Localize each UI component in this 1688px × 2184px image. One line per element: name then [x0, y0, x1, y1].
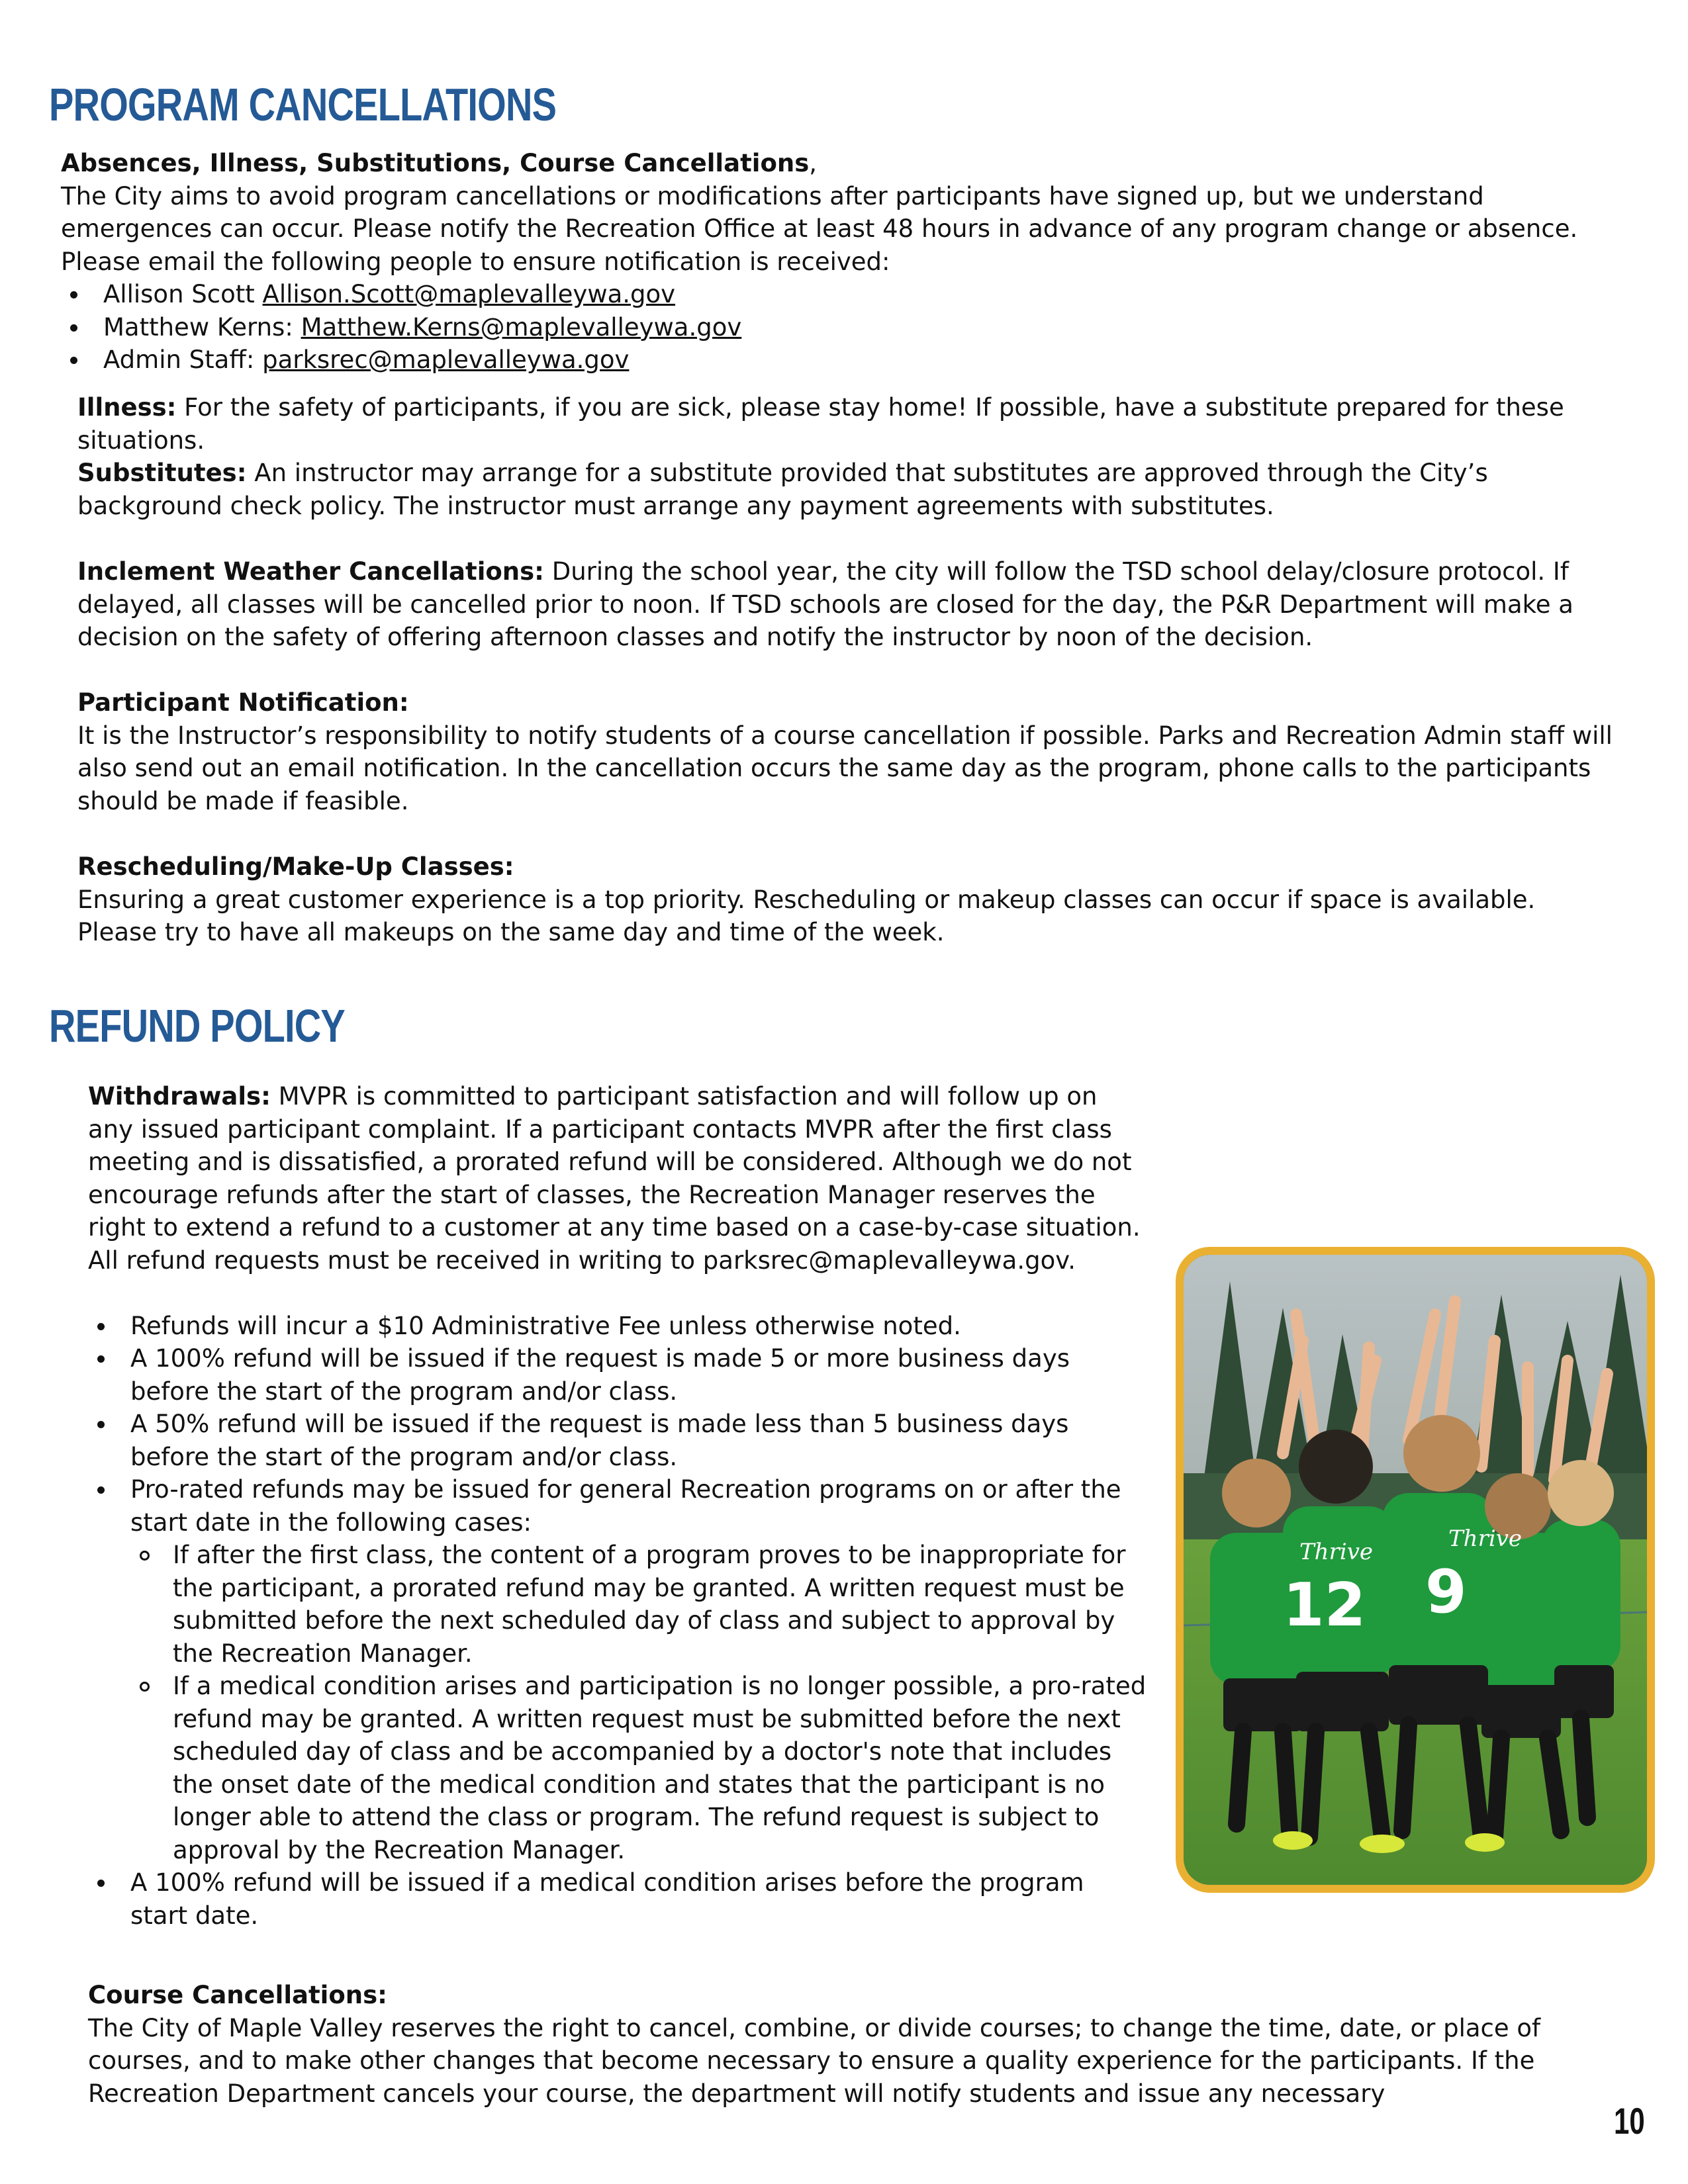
intro-text: The City aims to avoid program cancellations or modifications after participants have signed up, but we understand emergences can occur. Please notify the Recreation Office at least 48 hours in advance of any program change or absence. Please email the following people to ensure notification is received:: [61, 181, 1578, 276]
contact-label: Allison Scott: [103, 280, 263, 308]
intro-title: Absences, Illness, Substitutions, Course Cancellations: [61, 149, 810, 177]
rescheduling-title: Rescheduling/Make-Up Classes:: [77, 852, 514, 881]
refund-sub-bullet: If after the first class, the content of a program proves to be inappropriate for the participant, a prorated refund may be granted. A written request must be submitted before the next scheduled day of class and subject to approval by the Recreation Manager.: [130, 1539, 1147, 1670]
notification-text: It is the Instructor’s responsibility to notify students of a course cancellation if possible. Parks and Recreation Admin staff will also send out an email notification. In the cancellation occurs the same day as the program, phone calls to the participants should be made if feasible.: [77, 721, 1613, 815]
contact-email-link[interactable]: Allison.Scott@maplevalleywa.gov: [262, 280, 676, 308]
cancellations-intro: [61, 147, 1603, 377]
notification-paragraph: [77, 686, 1613, 817]
contact-item: [61, 311, 1603, 344]
rescheduling-text: Ensuring a great customer experience is a top priority. Rescheduling or makeup classes can occur if space is available. Please try to have all makeups on the same day and time of the week.: [77, 885, 1536, 946]
substitutes-title: Substitutes:: [77, 459, 247, 487]
intro-title-suffix: ,: [809, 149, 817, 177]
withdrawals-paragraph: [88, 1080, 1147, 1277]
refund-bullet: Refunds will incur a $10 Administrative Fee unless otherwise noted.: [88, 1310, 1147, 1343]
intro-title-line: [61, 147, 1603, 180]
refund-sub-bullet: If a medical condition arises and participation is no longer possible, a pro-rated refund may be granted. A written request must be submitted before the next scheduled day of class and be accompanied by a doctor's note that includes the onset date of the medical condition and states that the participant is no longer able to attend the class or program. The refund request is subject to approval by the Recreation Manager.: [130, 1670, 1147, 1866]
page-number: 10: [1614, 2100, 1645, 2142]
weather-text: During the school year, the city will follow the TSD school delay/closure protocol. If delayed, all classes will be cancelled prior to noon. If TSD schools are closed for the day, the P&R Department will make a decision on the safety of offering afternoon classes and notify the instructor by noon of the decision.: [77, 557, 1573, 651]
soccer-team-photo: [1176, 1247, 1655, 1893]
contact-label: Matthew Kerns:: [103, 312, 301, 341]
illness-paragraph: [77, 391, 1613, 457]
refund-policy-heading: REFUND POLICY: [49, 1000, 345, 1052]
substitutes-paragraph: [77, 457, 1613, 522]
jersey-brand-text: Thrive: [1299, 1539, 1374, 1565]
refund-bullet: A 100% refund will be issued if a medical condition arises before the program start date.: [88, 1866, 1147, 1932]
withdrawals-title: Withdrawals:: [88, 1082, 271, 1111]
contact-item: [61, 343, 1603, 377]
withdrawals-text: MVPR is committed to participant satisfaction and will follow up on any issued participant complaint. If a participant contacts MVPR after the first class meeting and is dissatisfied, a prorated refund will be considered. Although we do not encourage refunds after the start of classes, the Recreation Manager reserves the right to extend a refund to a customer at any time based on a case-by-case situation. All refund requests must be received in writing to parksrec@maplevalleywa.gov.: [88, 1082, 1141, 1275]
jersey-number: 12: [1283, 1570, 1366, 1640]
refund-bullet: A 100% refund will be issued if the request is made 5 or more business days before the start of the program and/or class.: [88, 1342, 1147, 1408]
refund-sub-list: [130, 1539, 1147, 1866]
contact-email-link[interactable]: Matthew.Kerns@maplevalleywa.gov: [301, 312, 742, 341]
substitutes-text: An instructor may arrange for a substitute provided that substitutes are approved through the City’s background check policy. The instructor must arrange any payment agreements with substitutes.: [77, 459, 1488, 520]
rescheduling-paragraph: [77, 850, 1613, 949]
illness-text: For the safety of participants, if you are sick, please stay home! If possible, have a substitute prepared for these situations.: [77, 393, 1564, 455]
program-cancellations-heading: PROGRAM CANCELLATIONS: [49, 79, 557, 130]
refund-bullet-text: Pro-rated refunds may be issued for general Recreation programs on or after the start date in the following cases:: [130, 1475, 1121, 1537]
refund-bullet: A 50% refund will be issued if the request is made less than 5 business days before the start of the program and/or class.: [88, 1408, 1147, 1473]
illness-title: Illness:: [77, 393, 177, 422]
weather-paragraph: [77, 555, 1613, 654]
refund-bullet: [88, 1473, 1147, 1866]
refund-policy-body: [88, 1080, 1147, 1932]
refund-bullet-list: [88, 1310, 1147, 1933]
weather-title: Inclement Weather Cancellations:: [77, 557, 544, 586]
contact-label: Admin Staff:: [103, 345, 263, 374]
course-cancellations-paragraph: [88, 1979, 1630, 2110]
contact-email-link[interactable]: parksrec@maplevalleywa.gov: [262, 345, 630, 374]
contact-list: [61, 278, 1603, 377]
notification-title: Participant Notification:: [77, 688, 409, 717]
course-cancellations-text: The City of Maple Valley reserves the right to cancel, combine, or divide courses; to change the time, date, or place of courses, and to make other changes that become necessary to ensure a quality experience for the participants. If the Recreation Department cancels your course, the department will notify students and issue any necessary: [88, 2013, 1541, 2108]
jersey-number: 9: [1425, 1557, 1467, 1627]
jersey-brand-text: Thrive: [1448, 1525, 1523, 1552]
soccer-team-illustration: [1184, 1255, 1647, 1885]
contact-item: [61, 278, 1603, 311]
course-cancellations-title: Course Cancellations:: [88, 1981, 387, 2009]
